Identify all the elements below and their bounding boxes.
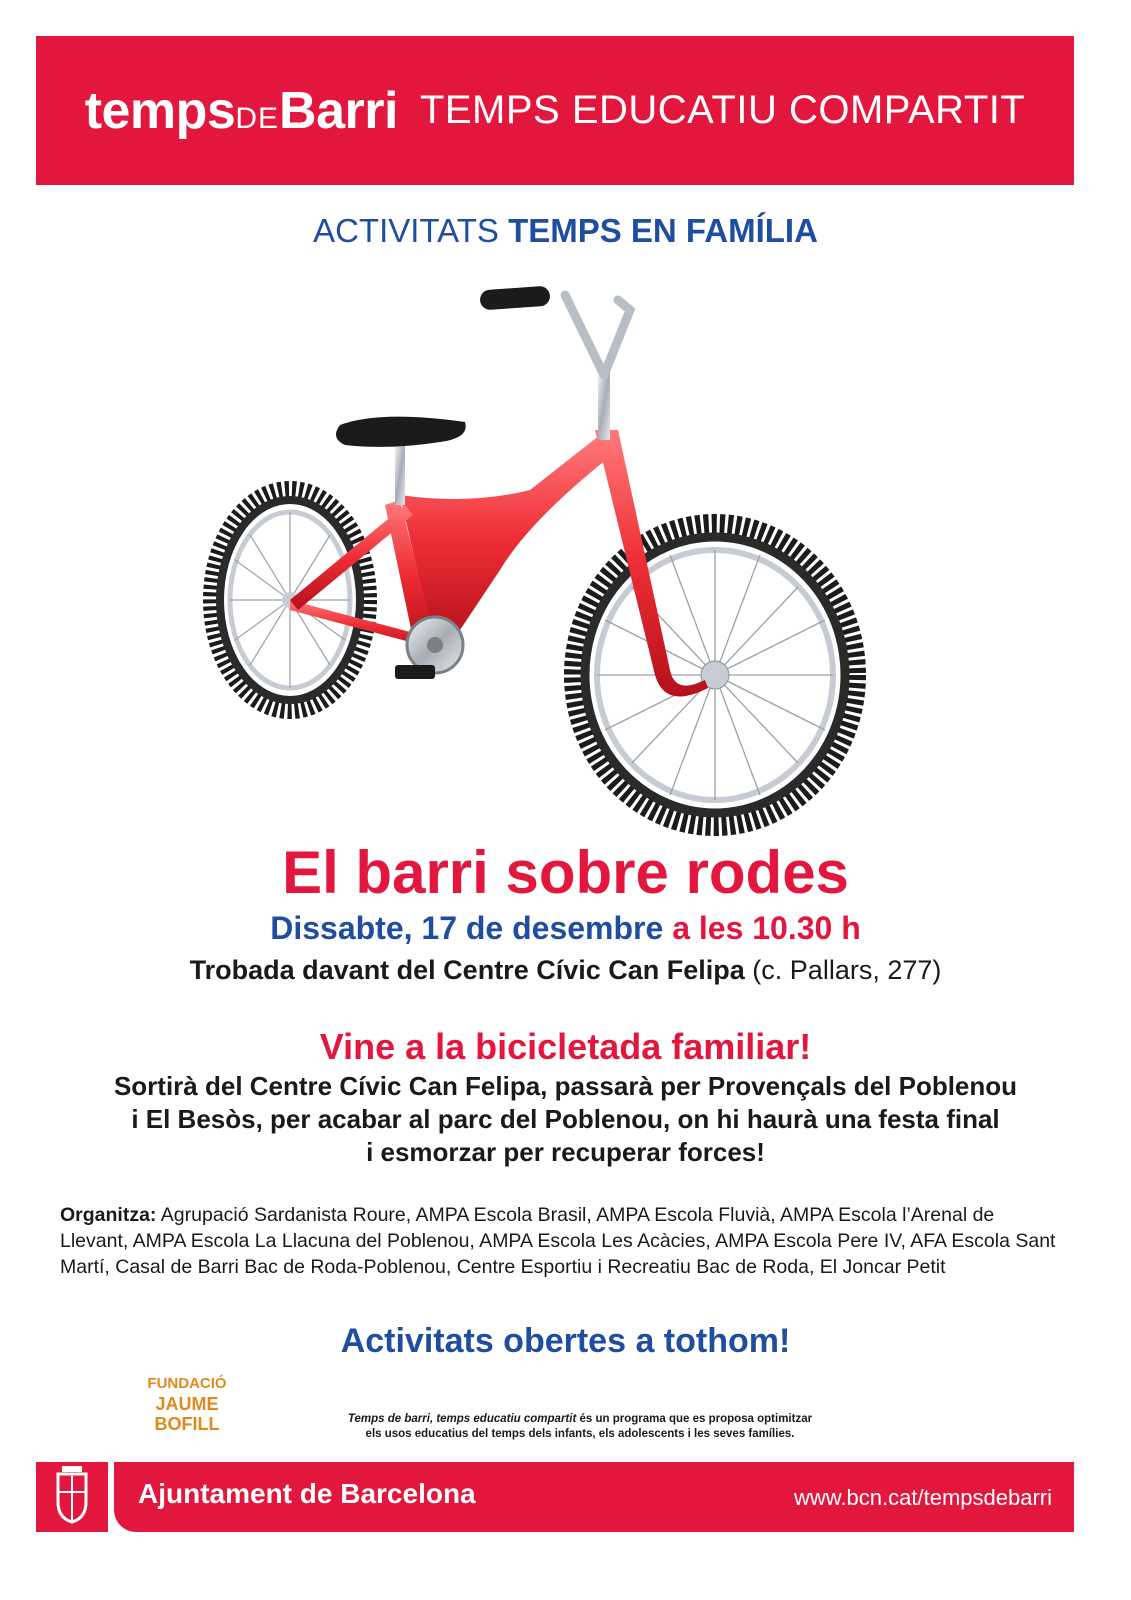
seat-post: [395, 445, 405, 505]
open-note: Activitats obertes a tothom!: [340, 1322, 791, 1360]
handlebars: [479, 286, 630, 440]
event-date: Dissabte, 17 de desembre a les 10.30 h: [270, 910, 861, 946]
foundation-logo: FUNDACIÓ JAUME BOFILL: [147, 1375, 227, 1434]
bicycle-illustration: [200, 270, 900, 850]
invitation-headline: Vine a la bicicletada familiar!: [319, 1026, 812, 1067]
meeting-point: Trobada davant del Centre Cívic Can Felipa (c. Pallars, 277): [189, 955, 942, 985]
footer-bar: [114, 1462, 1074, 1532]
activities-subtitle: ACTIVITATS TEMPS EN FAMÍLIA: [313, 212, 818, 249]
website-link[interactable]: www.bcn.cat/tempsdebarri: [794, 1485, 1052, 1510]
front-wheel: [575, 525, 855, 825]
program-description: Temps de barri, temps educatiu compartit és un programa que es proposa optimitzar els usos educatius del temps dels infants, els adolescents i les seves famílies.: [347, 1413, 813, 1440]
barcelona-crest-icon: [36, 1462, 108, 1532]
event-title: El barri sobre rodes: [282, 839, 849, 906]
seat: [336, 417, 466, 447]
city-council-name: Ajuntament de Barcelona: [138, 1478, 476, 1509]
organizers: Organitza: Agrupació Sardanista Roure, AMPA Escola Brasil, AMPA Escola Fluvià, AMPA Escola l’Arenal de Llevant, AMPA Escola La Llacuna del Poblenou, AMPA Escola Les Acàcies, AMPA Escola Pere IV, AFA Escola Sant Martí, Casal de Barri Bac de Roda-Poblenou, Centre Esportiu i Recreatiu Bac de Roda, El Joncar Petit: [60, 1204, 1056, 1278]
header-banner: [36, 36, 1074, 185]
header-tagline: TEMPS EDUCATIU COMPARTIT: [419, 88, 1026, 132]
invitation-description: Sortirà del Centre Cívic Can Felipa, passarà per Provençals del Poblenou i El Besòs, per acabar al parc del Poblenou, on hi haurà una festa final i esmorzar per recuperar forces!: [113, 1071, 1018, 1167]
chainring: [395, 617, 463, 679]
brand-logo: tempsDEBarri: [84, 81, 398, 140]
